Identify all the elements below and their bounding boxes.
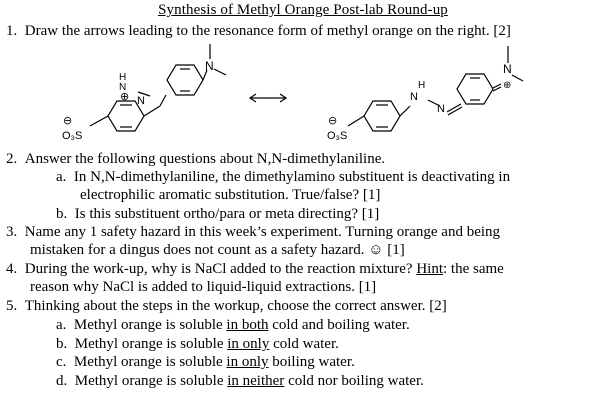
question-2a — [56, 168, 510, 186]
question-2 — [6, 150, 385, 168]
option-letter: b. — [56, 336, 68, 352]
negative-charge-icon: ⊖ — [63, 115, 73, 127]
hydrogen-label: H — [119, 72, 127, 83]
page-title: Synthesis of Methyl Orange Post-lab Round-up — [158, 2, 448, 18]
question-number: 1. — [6, 23, 18, 39]
question-number: 3. — [6, 224, 18, 240]
option-letter: d. — [56, 373, 68, 389]
option-text: cold and boiling water. — [268, 317, 410, 333]
answer-option-c — [56, 353, 355, 371]
option-emphasis: in only — [226, 354, 269, 370]
hydrogen-label: H — [418, 80, 426, 91]
question-3 — [6, 223, 500, 241]
question-text: During the work-up, why is NaCl added to the reaction mixture? — [24, 261, 413, 277]
question-2a-continued: electrophilic aromatic substitution. True/false? [1] — [80, 187, 381, 203]
option-text: cold water. — [269, 336, 339, 352]
option-emphasis: in only — [227, 336, 270, 352]
sub-question-letter: b. — [56, 206, 68, 222]
answer-option-d — [56, 372, 424, 390]
positive-charge-icon: ⊕ — [120, 91, 130, 103]
azo-nitrogen-label: N — [119, 82, 127, 93]
option-text: Methyl orange is soluble — [73, 354, 227, 370]
option-text: cold nor boiling water. — [284, 373, 424, 389]
azo-nitrogen-label: N — [137, 95, 145, 107]
option-letter: a. — [56, 317, 67, 333]
option-text: Methyl orange is soluble — [74, 336, 228, 352]
sulfonate-label: O₃S — [327, 130, 348, 142]
positive-charge-icon: ⊕ — [503, 80, 512, 91]
option-text: Methyl orange is soluble — [74, 373, 228, 389]
azo-nitrogen-label: N — [437, 103, 445, 115]
question-1 — [6, 22, 511, 40]
question-number: 2. — [6, 151, 18, 167]
amine-nitrogen-label: N — [205, 59, 214, 73]
sub-question-letter: a. — [56, 169, 67, 185]
question-text: Answer the following questions about N,N-dimethylaniline. — [24, 151, 386, 167]
amine-nitrogen-label: N — [503, 62, 512, 76]
sulfonate-label: O₃S — [62, 130, 83, 142]
question-4 — [6, 260, 504, 278]
question-3-continued: mistaken for a dingus does not count as a safety hazard. ☺ [1] — [30, 242, 405, 258]
question-text: Name any 1 safety hazard in this week’s experiment. Turning orange and being — [24, 224, 501, 240]
methyl-orange-resonance-diagram — [0, 40, 606, 150]
negative-charge-icon: ⊖ — [328, 115, 338, 127]
option-letter: c. — [56, 354, 67, 370]
answer-option-b — [56, 335, 339, 353]
answer-option-a — [56, 316, 410, 334]
question-number: 5. — [6, 298, 18, 314]
hint-label: Hint — [416, 261, 443, 277]
azo-nitrogen-label: N — [410, 91, 418, 103]
question-number: 4. — [6, 261, 18, 277]
question-text: Thinking about the steps in the workup, choose the correct answer. [2] — [24, 298, 447, 314]
question-4-continued: reason why NaCl is added to liquid-liquid extractions. [1] — [30, 279, 377, 295]
question-text: : the same — [443, 261, 504, 277]
question-5 — [6, 297, 447, 315]
option-text: boiling water. — [268, 354, 355, 370]
question-text: Draw the arrows leading to the resonance form of methyl orange on the right. [2] — [24, 23, 511, 39]
sub-question-text: Is this substituent ortho/para or meta directing? [1] — [74, 206, 380, 222]
option-emphasis: in neither — [227, 373, 285, 389]
question-2b — [56, 205, 379, 223]
option-emphasis: in both — [226, 317, 269, 333]
option-text: Methyl orange is soluble — [73, 317, 227, 333]
sub-question-text: In N,N-dimethylaniline, the dimethylamino substituent is deactivating in — [73, 169, 511, 185]
